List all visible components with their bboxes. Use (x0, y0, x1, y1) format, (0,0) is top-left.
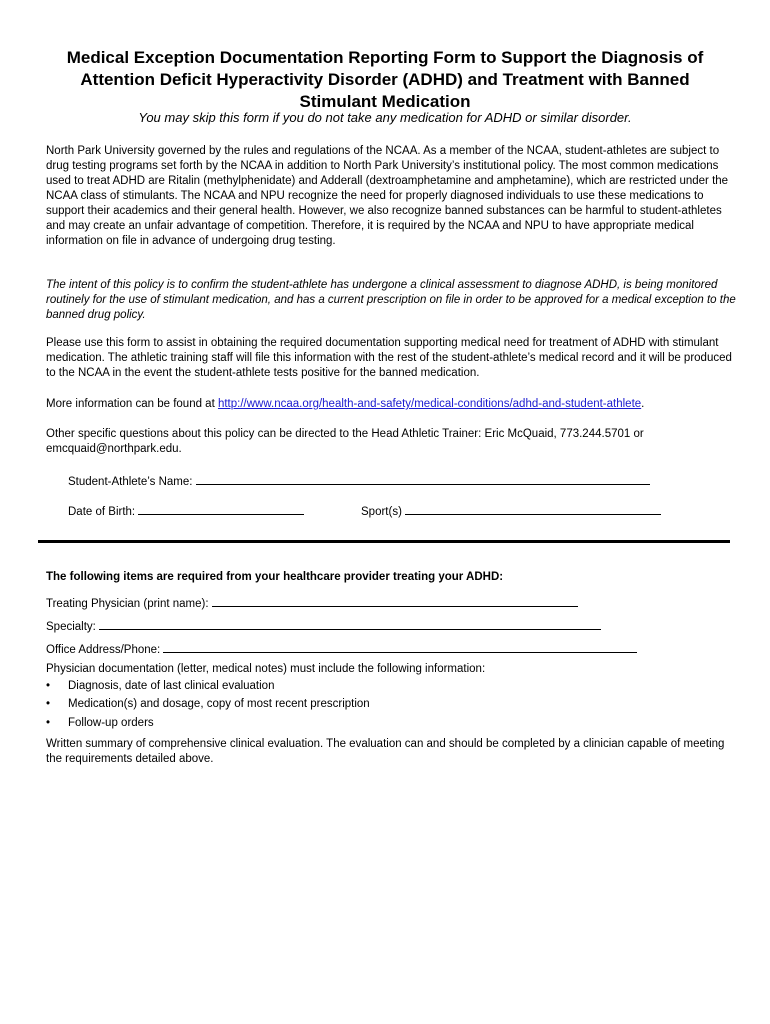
more-info-suffix: . (641, 398, 645, 410)
documentation-intro: Physician documentation (letter, medical notes) must include the following information: (46, 663, 486, 675)
office-field (46, 640, 637, 658)
student-name-line[interactable] (196, 472, 650, 485)
bullet-icon: • (46, 698, 51, 710)
usage-paragraph: Please use this form to assist in obtaining the required documentation supporting medical need for treatment of ADHD with stimulant medication. The athletic training staff will file this information with the rest of the student-athlete’s medical record and it will be produced to the NCAA in the event the student-athlete tests positive for the banned medication. (46, 337, 732, 379)
sport-field (361, 502, 661, 520)
office-line[interactable] (163, 640, 637, 653)
summary-paragraph: Written summary of comprehensive clinical evaluation. The evaluation can and should be completed by a clinician capable of meeting the requirements detailed above. (46, 738, 725, 765)
bullet-icon: • (46, 717, 51, 729)
student-name-label: Student-Athlete’s Name: (68, 476, 193, 488)
student-name-field (68, 472, 650, 490)
title-line-2: Attention Deficit Hyperactivity Disorder (ADHD) and Treatment with Banned (80, 70, 690, 89)
list-item-text: Diagnosis, date of last clinical evaluation (68, 680, 275, 692)
intro-paragraph: North Park University governed by the rules and regulations of the NCAA. As a member of the NCAA, student-athletes are subject to drug testing programs set forth by the NCAA in addition to North Park University’s institutional policy. The most common medications used to treat ADHD are Ritalin (methylphenidate) and Adderall (dextroamphetamine and amphetamine), which are restricted under the NCAA class of stimulants. The NCAA and NPU recognize the need for properly diagnosed individuals to use these medications to support their academics and their general health. However, we also recognize banned substances can be harmful to student-athletes and may create an unfair advantage of competition. Therefore, it is required by the NCAA and NPU to have appropriate medical information on file in advance of undergoing drug testing. (46, 145, 729, 247)
contact-paragraph: Other specific questions about this policy can be directed to the Head Athletic Trainer: Eric McQuaid, 773.244.5701 or emcquaid@northpark.edu. (46, 428, 644, 455)
sport-line[interactable] (405, 502, 661, 515)
office-label: Office Address/Phone: (46, 644, 161, 656)
bullet-icon: • (46, 680, 51, 692)
more-info-paragraph (46, 397, 736, 412)
list-item (46, 679, 274, 694)
list-item-text: Medication(s) and dosage, copy of most recent prescription (68, 698, 370, 710)
title-line-3: Stimulant Medication (299, 92, 471, 111)
list-item (46, 716, 154, 731)
dob-field (68, 502, 304, 520)
list-item (46, 697, 370, 712)
dob-line[interactable] (138, 502, 304, 515)
specialty-line[interactable] (99, 617, 601, 630)
physician-label: Treating Physician (print name): (46, 598, 209, 610)
section-divider (38, 540, 730, 543)
list-item-text: Follow-up orders (68, 717, 154, 729)
ncaa-adhd-link[interactable]: http://www.ncaa.org/health-and-safety/medical-conditions/adhd-and-student-athlete (217, 398, 642, 410)
dob-label: Date of Birth: (68, 506, 136, 518)
physician-field (46, 594, 578, 612)
form-subtitle: You may skip this form if you do not take any medication for ADHD or similar disorder. (138, 110, 632, 125)
provider-heading: The following items are required from your healthcare provider treating your ADHD: (46, 571, 504, 583)
form-title (30, 47, 740, 113)
specialty-field (46, 617, 601, 635)
specialty-label: Specialty: (46, 621, 96, 633)
intent-paragraph: The intent of this policy is to confirm the student-athlete has undergone a clinical assessment to diagnose ADHD, is being monitored routinely for the use of stimulant medication, and has a current prescription on file in order to be approved for a medical exception to the banned drug policy. (46, 279, 736, 321)
sport-label: Sport(s) (361, 506, 402, 518)
physician-line[interactable] (212, 594, 578, 607)
more-info-prefix: More information can be found at (46, 398, 218, 410)
title-line-1: Medical Exception Documentation Reporting Form to Support the Diagnosis of (66, 48, 704, 67)
